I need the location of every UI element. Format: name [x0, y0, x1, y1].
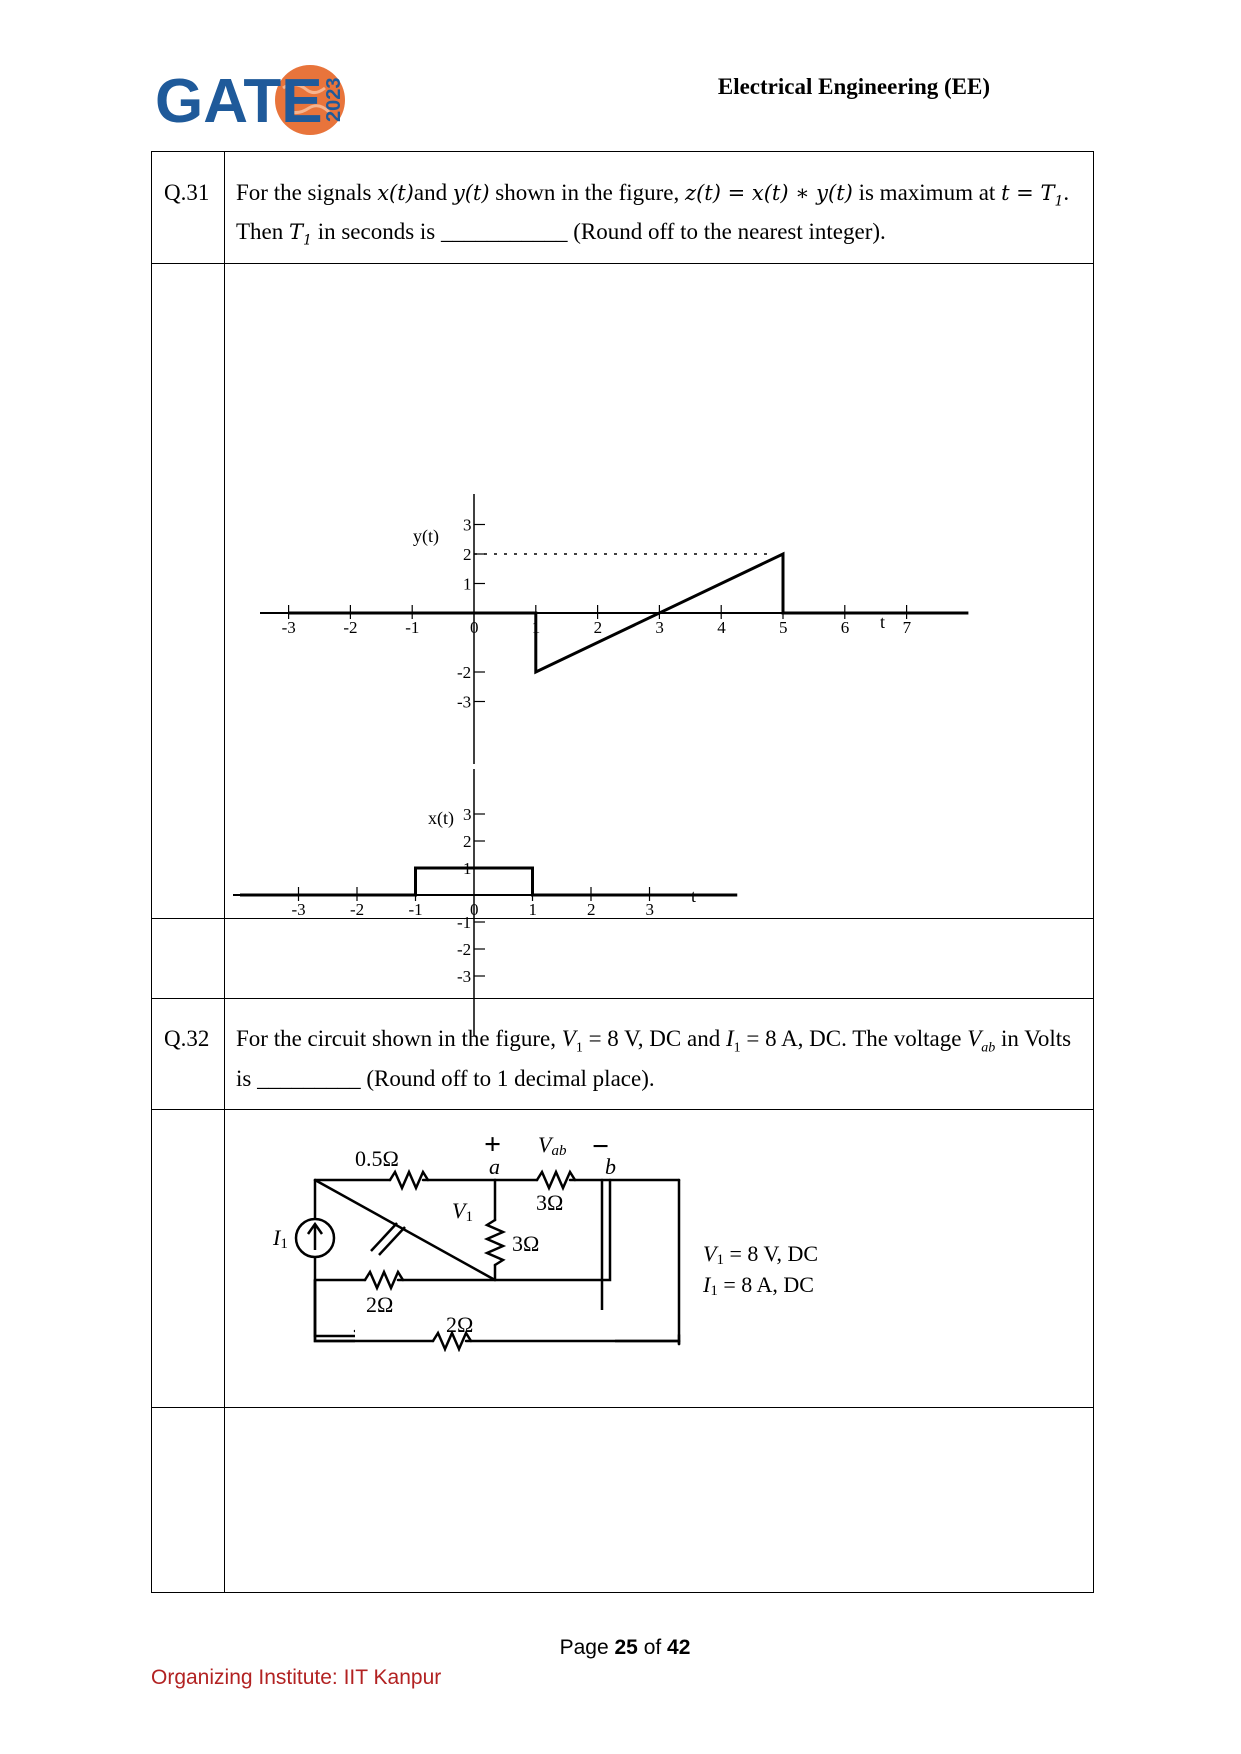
y-plot-x-tick-label: -3 [281, 618, 296, 637]
label-node-b: b [605, 1154, 616, 1179]
label-source-i1: I1 [273, 1225, 288, 1252]
y-plot-x-tick-label: -1 [405, 618, 420, 637]
label-r-top-left: 0.5Ω [355, 1146, 399, 1171]
logo-text: GATE [155, 67, 323, 136]
label-node-a: a [489, 1154, 500, 1179]
y-plot-y-tick-label: 2 [463, 545, 472, 564]
y-plot-label: y(t) [413, 526, 439, 546]
y-signal-plot [260, 494, 968, 764]
note-v1: V1 = 8 V, DC [703, 1241, 819, 1268]
logo-year: 2023 [323, 77, 345, 122]
x-plot-x-tick-label: -1 [408, 900, 423, 919]
subject-title: Electrical Engineering (EE) [717, 74, 990, 99]
question-text: For the signals x(t)and y(t) shown in the figure, z(t) = x(t) ∗ y(t) is maximum at $t = T_1$. Then $T_1$ in seconds is ___________ (Round off to the nearest integer). [236, 180, 1070, 249]
signal-plots-figure [225, 264, 1094, 986]
y-plot-x-tick-label: 4 [717, 618, 726, 637]
label-r-top-right: 3Ω [536, 1190, 564, 1215]
x-plot-y-tick-label: 2 [463, 832, 472, 851]
label-r-middle: 3Ω [512, 1231, 540, 1256]
x-plot-x-tick-label: -2 [350, 900, 365, 919]
x-plot-x-tick-label: 3 [645, 900, 654, 919]
wire-bottom-to-b [398, 1180, 610, 1280]
label-v1: V1 [452, 1198, 473, 1225]
label-plus: + [484, 1128, 502, 1161]
y-plot-x-tick-label: 5 [779, 618, 788, 637]
x-plot-x-tick-label: 1 [528, 900, 537, 919]
question-number: Q.32 [164, 1026, 210, 1051]
row-divider [152, 998, 1093, 999]
y-plot-x-tick-label: -2 [343, 618, 358, 637]
label-r-bottom-left: 2Ω [366, 1292, 394, 1317]
y-plot-x-tick-label: 7 [902, 618, 912, 637]
gate-2023-logo [155, 60, 360, 140]
x-plot-y-tick-label: -2 [457, 940, 472, 959]
note-i1: I1 = 8 A, DC [703, 1272, 814, 1299]
y-plot-x-tick-label: 0 [470, 618, 479, 637]
x-signal-plot [233, 769, 737, 1036]
x-plot-label: x(t) [428, 808, 454, 828]
x-plot-x-tick-label: -3 [291, 900, 306, 919]
x-signal-curve [240, 868, 737, 895]
question-table [151, 151, 1094, 1593]
y-plot-x-tick-label: 6 [840, 618, 850, 637]
y-plot-x-tick-label: 3 [655, 618, 664, 637]
x-plot-x-tick-label: 2 [587, 900, 596, 919]
y-plot-y-tick-label: 1 [463, 574, 472, 594]
x-plot-y-tick-label: -3 [457, 967, 472, 986]
y-plot-x-tick-label: 1 [531, 618, 541, 637]
page-indicator: Page 25 of 42 [559, 1636, 691, 1659]
y-plot-y-tick-label: 3 [463, 515, 472, 535]
x-plot-y-tick-label: -1 [457, 913, 472, 932]
label-minus: − [592, 1130, 610, 1163]
mask [355, 1310, 615, 1350]
row-divider [152, 1407, 1093, 1408]
x-plot-y-tick-label: 1 [463, 859, 472, 878]
y-plot-y-tick-label: -3 [457, 692, 472, 712]
question-number: Q.31 [164, 180, 210, 205]
y-plot-y-tick-label: -2 [457, 663, 472, 682]
resistor-3-ohm-middle [487, 1220, 503, 1265]
x-plot-t-label: t [691, 886, 697, 906]
question-text: For the circuit shown in the figure, $V_1 = 8$ V, DC and $I_1 = 8$ A, DC. The voltage $V_{ab}$ in Volts is _________ (Round off to 1 decimal place). [236, 1026, 1072, 1091]
x-plot-x-tick-label: 0 [470, 900, 479, 919]
label-vab: Vab [538, 1132, 567, 1159]
x-plot-y-tick-label: 3 [463, 805, 472, 824]
y-plot-t-label: t [880, 612, 886, 632]
wire-diagonal-capacitor-branch [315, 1180, 495, 1280]
y-plot-x-tick-label: 2 [593, 618, 603, 637]
organizing-institute: Organizing Institute: IIT Kanpur [151, 1666, 442, 1689]
circuit-diagram [225, 1110, 1094, 1406]
label-r-bottom: 2Ω [446, 1312, 474, 1337]
